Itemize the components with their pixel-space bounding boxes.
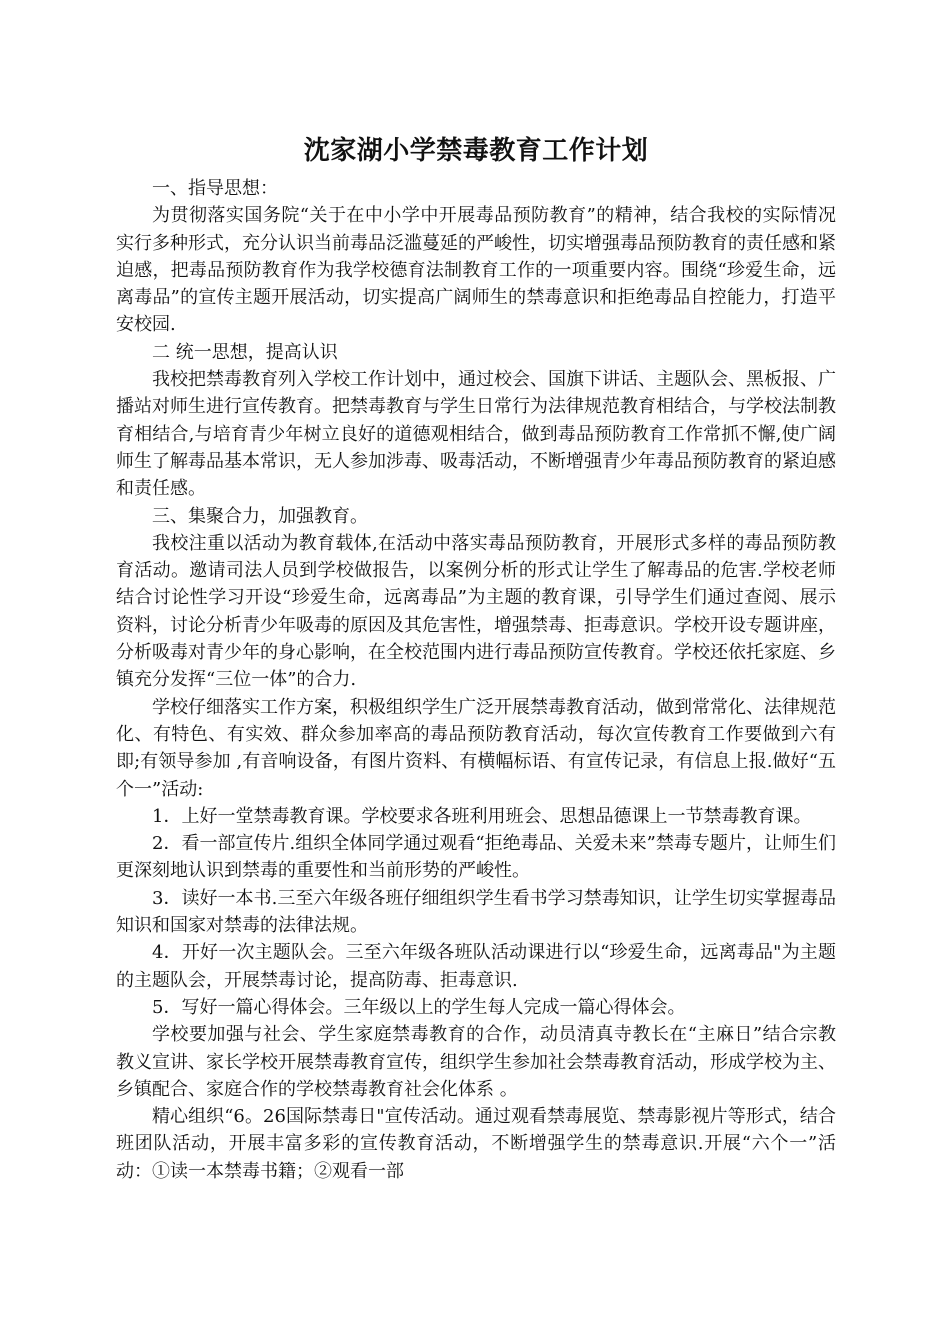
- paragraph: 我校注重以活动为教育载体,在活动中落实毒品预防教育，开展形式多样的毒品预防教育活动。邀请司法人员到学校做报告，以案例分析的形式让学生了解毒品的危害.学校老师结合讨论性学习开设“珍爱生命，远离毒品”为主题的教育课，引导学生们通过查阅、展示资料，讨论分析青少年吸毒的原因及其危害性，增强禁毒、拒毒意识。学校开设专题讲座，分析吸毒对青少年的身心影响，在全校范围内进行毒品预防宣传教育。学校还依托家庭、乡镇充分发挥“三位一体”的合力.: [116, 532, 836, 691]
- paragraph: 学校要加强与社会、学生家庭禁毒教育的合作，动员清真寺教长在“主麻日”结合宗教教义宣讲、家长学校开展禁毒教育宣传，组织学生参加社会禁毒教育活动，形成学校为主、乡镇配合、家庭合作的学校禁毒教育社会化体系 。: [116, 1024, 836, 1100]
- list-item: 1．上好一堂禁毒教育课。学校要求各班利用班会、思想品德课上一节禁毒教育课。: [152, 805, 812, 827]
- document-title: 沈家湖小学禁毒教育工作计划: [303, 136, 649, 166]
- list-item: 3．读好一本书.三至六年级各班仔细组织学生看书学习禁毒知识，让学生切实掌握毒品知识和国家对禁毒的法律法规。: [116, 887, 836, 937]
- section-heading-guiding-thought: 一、指导思想：: [152, 178, 278, 199]
- list-item: 4．开好一次主题队会。三至六年级各班队活动课进行以“珍爱生命，远离毒品"为主题的主题队会，开展禁毒讨论，提高防毒、拒毒意识.: [116, 942, 836, 991]
- document-body: [116, 133, 836, 1185]
- section-heading-strengthen-education: 三、集聚合力，加强教育。: [152, 505, 368, 527]
- paragraph: 我校把禁毒教育列入学校工作计划中，通过校会、国旗下讲话、主题队会、黑板报、广播站对师生进行宣传教育。把禁毒教育与学生日常行为法律规范教育相结合，与学校法制教育相结合,与培育青少年树立良好的道德观相结合，做到毒品预防教育工作常抓不懈,使广阔师生了解毒品基本常识，无人参加涉毒、吸毒活动，不断增强青少年毒品预防教育的紧迫感和责任感。: [116, 369, 836, 500]
- list-item: 2．看一部宣传片.组织全体同学通过观看“拒绝毒品、关爱未来”禁毒专题片，让师生们更深刻地认识到禁毒的重要性和当前形势的严峻性。: [116, 833, 836, 882]
- paragraph: 精心组织“6。26国际禁毒日"宣传活动。通过观看禁毒展览、禁毒影视片等形式，结合班团队活动，开展丰富多彩的宣传教育活动，不断增强学生的禁毒意识.开展“六个一”活动：①读一本禁毒书籍；②观看一部: [116, 1106, 836, 1182]
- section-heading-unify-thinking: 二 统一思想，提高认识: [152, 341, 338, 363]
- list-item: 5．写好一篇心得体会。三年级以上的学生每人完成一篇心得体会。: [152, 996, 686, 1018]
- paragraph: 为贯彻落实国务院“关于在中小学中开展毒品预防教育”的精神，结合我校的实际情况实行多种形式，充分认识当前毒品泛滥蔓延的严峻性，切实增强毒品预防教育的责任感和紧迫感，把毒品预防教育作为我学校德育法制教育工作的一项重要内容。围绕“珍爱生命，远离毒品”的宣传主题开展活动，切实提高广阔师生的禁毒意识和拒绝毒品自控能力，打造平安校园.: [116, 205, 836, 336]
- paragraph: 学校仔细落实工作方案，积极组织学生广泛开展禁毒教育活动，做到常常化、法律规范化、有特色、有实效、群众参加率高的毒品预防教育活动，每次宣传教育工作要做到六有即;有领导参加 ,有音响设备，有图片资料、有横幅标语、有宣传记录，有信息上报.做好“五个一”活动:: [116, 696, 836, 800]
